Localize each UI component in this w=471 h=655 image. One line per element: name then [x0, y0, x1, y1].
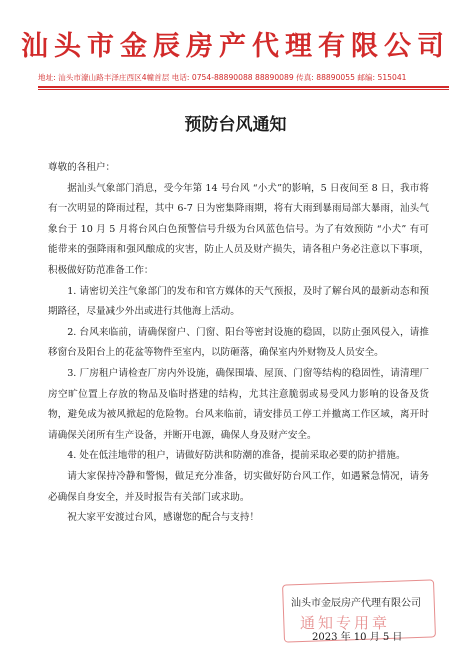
paragraph-item-3: 3. 厂房租户请检查厂房内外设施，确保围墙、屋顶、门窗等结构的稳固性，请清理厂房空旷位置上存放的物品及临时搭建的结构，尤其注意脆弱或易受风力影响的设备及货物，避免成为被风掀起的危险物。台风来临前，请安排员工停工并撤离工作区域，离开时请确保关闭所有生产设备，并断开电源，确保人身及财产安全。	[48, 367, 429, 441]
letterhead-rule-thin	[38, 89, 449, 90]
greeting: 尊敬的各租户：	[48, 162, 116, 173]
notice-title: 预防台风通知	[184, 115, 287, 135]
seal-text: 通知专用章	[300, 614, 391, 632]
paragraph-item-1: 1. 请密切关注气象部门的发布和官方媒体的天气预报，及时了解台风的最新动态和预期路径，尽量减少外出或进行其他海上活动。	[48, 285, 429, 318]
paragraph-item-2: 2. 台风来临前，请确保窗户、门窗、阳台等密封设施的稳固，以防止强风侵入，请推移窗台及阳台上的花盆等物件至室内，以防砸落，确保室内外财物及人员安全。	[48, 326, 429, 359]
paragraph-intro: 据汕头气象部门消息，受今年第 14 号台风 “小犬”的影响，5 日夜间至 8 日，我市将有一次明显的降雨过程，其中 6-7 日为密集降雨期，将有大雨到暴雨局部大暴雨，汕头气象台于 10 月 5 月将台风白色预警信号升级为台风蓝色信号。为了有效预防 “小犬” 有可能带来的强降雨和强风酿成的灾害，防止人员及财产损失，请各租户务必注意以下事项，积极做好防范准备工作：	[48, 182, 429, 276]
signature-company: 汕头市金辰房产代理有限公司	[291, 598, 421, 609]
signature-date: 2023 年 10 月 5 日	[312, 632, 403, 643]
letterhead-company: 汕头市金辰房产代理有限公司	[21, 31, 450, 62]
notice-body	[48, 158, 429, 529]
paragraph-item-4: 4. 处在低洼地带的租户，请做好防洪和防潮的准备，提前采取必要的防护措施。	[67, 450, 406, 462]
postcode: 邮编: 515041	[357, 73, 407, 82]
paragraph-wishes: 祝大家平安渡过台风，感谢您的配合与支持！	[67, 512, 260, 524]
letterhead-contact	[38, 73, 449, 83]
phone: 电话: 0754-88890088 88890089	[171, 73, 294, 82]
address: 地址: 汕头市濠山路丰泽庄西区4幢首层	[38, 73, 170, 82]
letterhead-rule	[38, 86, 449, 88]
fax: 传真: 88890055	[296, 73, 355, 82]
paragraph-closing: 请大家保持冷静和警惕，做足充分准备，切实做好防台风工作，如遇紧急情况，请务必确保自身安全，并及时报告有关部门或求助。	[48, 470, 429, 503]
